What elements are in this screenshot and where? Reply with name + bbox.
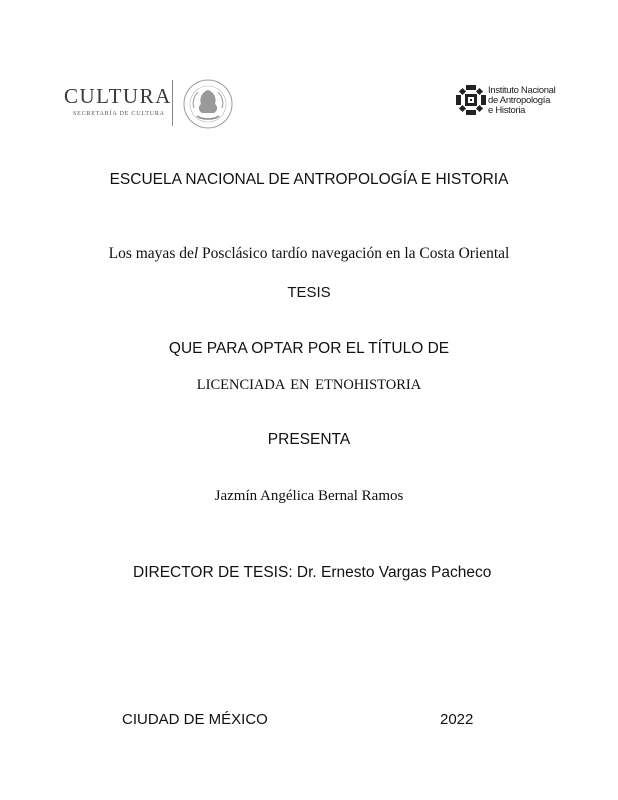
document-type: TESIS [287, 284, 331, 301]
thesis-title-part: Posclásico tardío navegación en la Costa Oriental [198, 245, 510, 262]
school-name: ESCUELA NACIONAL DE ANTROPOLOGÍA E HISTORIA [109, 171, 509, 188]
author-name: Jazmín Angélica Bernal Ramos [214, 488, 404, 504]
degree-name: LICENCIADA EN ETNOHISTORIA [196, 377, 422, 393]
city: CIUDAD DE MÉXICO [122, 711, 268, 728]
thesis-title [0, 245, 618, 263]
thesis-director [133, 564, 491, 582]
mexico-seal-icon [180, 78, 236, 130]
inah-logo-line: e Historia [488, 105, 526, 116]
inah-logo-icon [455, 84, 487, 116]
thesis-title-part: Los mayas de [108, 245, 194, 262]
director-label: DIRECTOR DE TESIS: [133, 564, 293, 581]
thesis-title-italic: l [193, 245, 199, 262]
cultura-logo-subtitle: SECRETARÍA DE CULTURA [73, 111, 165, 117]
inah-logo-line: Instituto Nacional [488, 85, 556, 96]
degree-statement: QUE PARA OPTAR POR EL TÍTULO DE [168, 340, 450, 357]
cultura-logo-word: CULTURA [64, 84, 172, 108]
inah-logo-text [488, 86, 555, 116]
presents-label: PRESENTA [267, 431, 351, 448]
year: 2022 [440, 711, 474, 728]
director-name: Dr. Ernesto Vargas Pacheco [292, 564, 492, 581]
inah-logo-line: de Antropología [488, 95, 551, 106]
logo-divider [172, 80, 173, 126]
